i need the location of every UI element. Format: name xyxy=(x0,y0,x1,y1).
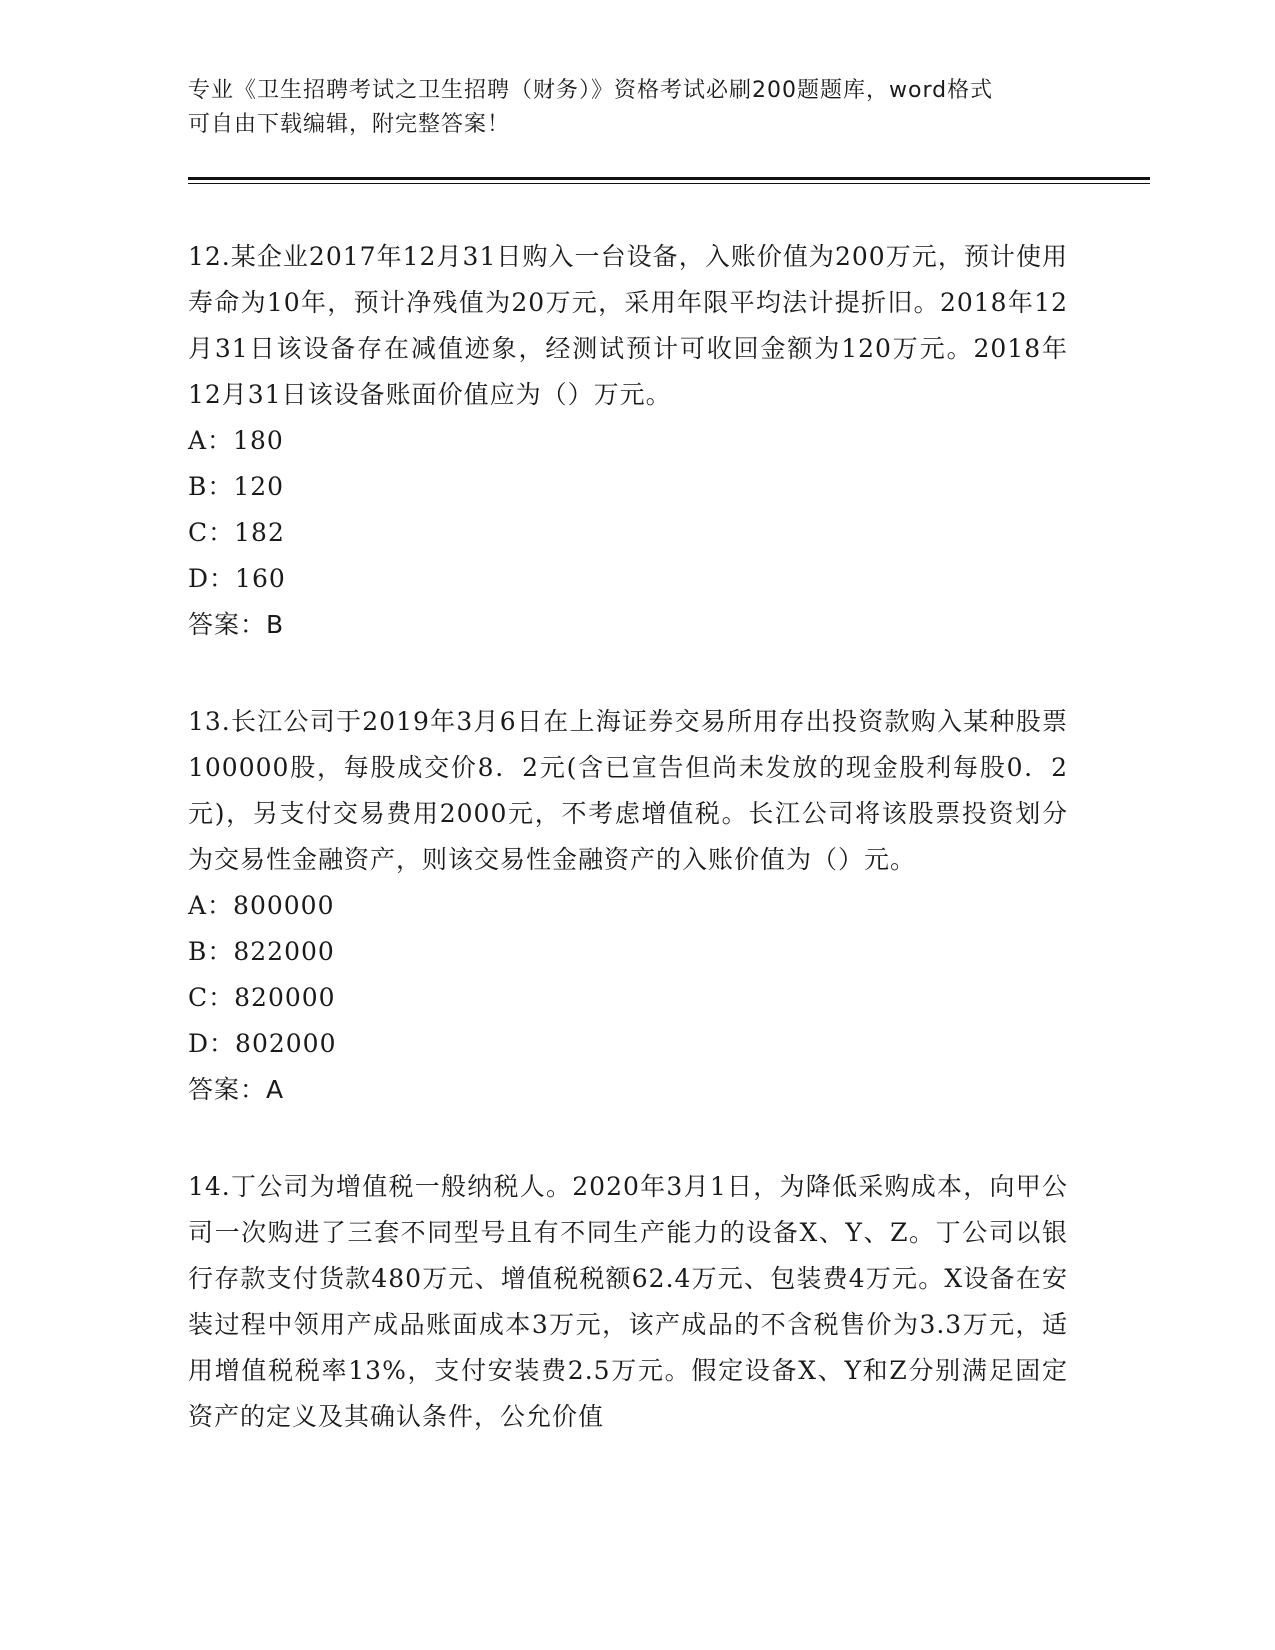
question-spacer xyxy=(188,648,1068,699)
option-d: D：802000 xyxy=(188,1029,337,1058)
header-title-line-2: 可自由下载编辑，附完整答案！ xyxy=(188,112,511,137)
option-a: A：800000 xyxy=(188,891,335,920)
option-b: B：822000 xyxy=(188,937,335,966)
header-divider-thick xyxy=(188,177,1150,180)
option-d: D：160 xyxy=(188,564,286,593)
option-c: C：820000 xyxy=(188,983,336,1012)
question-spacer xyxy=(188,1113,1068,1164)
option-b: B：120 xyxy=(188,472,285,501)
answer-line: 答案：B xyxy=(188,610,285,639)
document-header xyxy=(188,74,1058,142)
header-divider-thin xyxy=(188,183,1150,184)
question-text: 13.长江公司于2019年3月6日在上海证券交易所用存出投资款购入某种股票100000股，每股成交价8．2元(含已宣告但尚未发放的现金股利每股0．2元)，另支付交易费用2000元，不考虑增值税。长江公司将该股票投资划分为交易性金融资产，则该交易性金融资产的入账价值为（）元。 xyxy=(188,707,1068,874)
question-12 xyxy=(188,234,1068,648)
question-list xyxy=(188,234,1068,1440)
question-14 xyxy=(188,1164,1068,1440)
header-title-line-1: 专业《卫生招聘考试之卫生招聘（财务）》资格考试必刷200题题库，word格式 xyxy=(188,78,994,103)
question-text: 14.丁公司为增值税一般纳税人。2020年3月1日，为降低采购成本，向甲公司一次购进了三套不同型号且有不同生产能力的设备X、Y、Z。丁公司以银行存款支付货款480万元、增值税税额62.4万元、包装费4万元。X设备在安装过程中领用产成品账面成本3万元，该产成品的不含税售价为3.3万元，适用增值税税率13%，支付安装费2.5万元。假定设备X、Y和Z分别满足固定资产的定义及其确认条件，公允价值 xyxy=(188,1172,1068,1431)
option-a: A：180 xyxy=(188,426,284,455)
question-text: 12.某企业2017年12月31日购入一台设备，入账价值为200万元，预计使用寿命为10年，预计净残值为20万元，采用年限平均法计提折旧。2018年12月31日该设备存在减值迹象，经测试预计可收回金额为120万元。2018年12月31日该设备账面价值应为（）万元。 xyxy=(188,242,1068,409)
answer-line: 答案：A xyxy=(188,1075,285,1104)
question-13 xyxy=(188,699,1068,1113)
option-c: C：182 xyxy=(188,518,285,547)
